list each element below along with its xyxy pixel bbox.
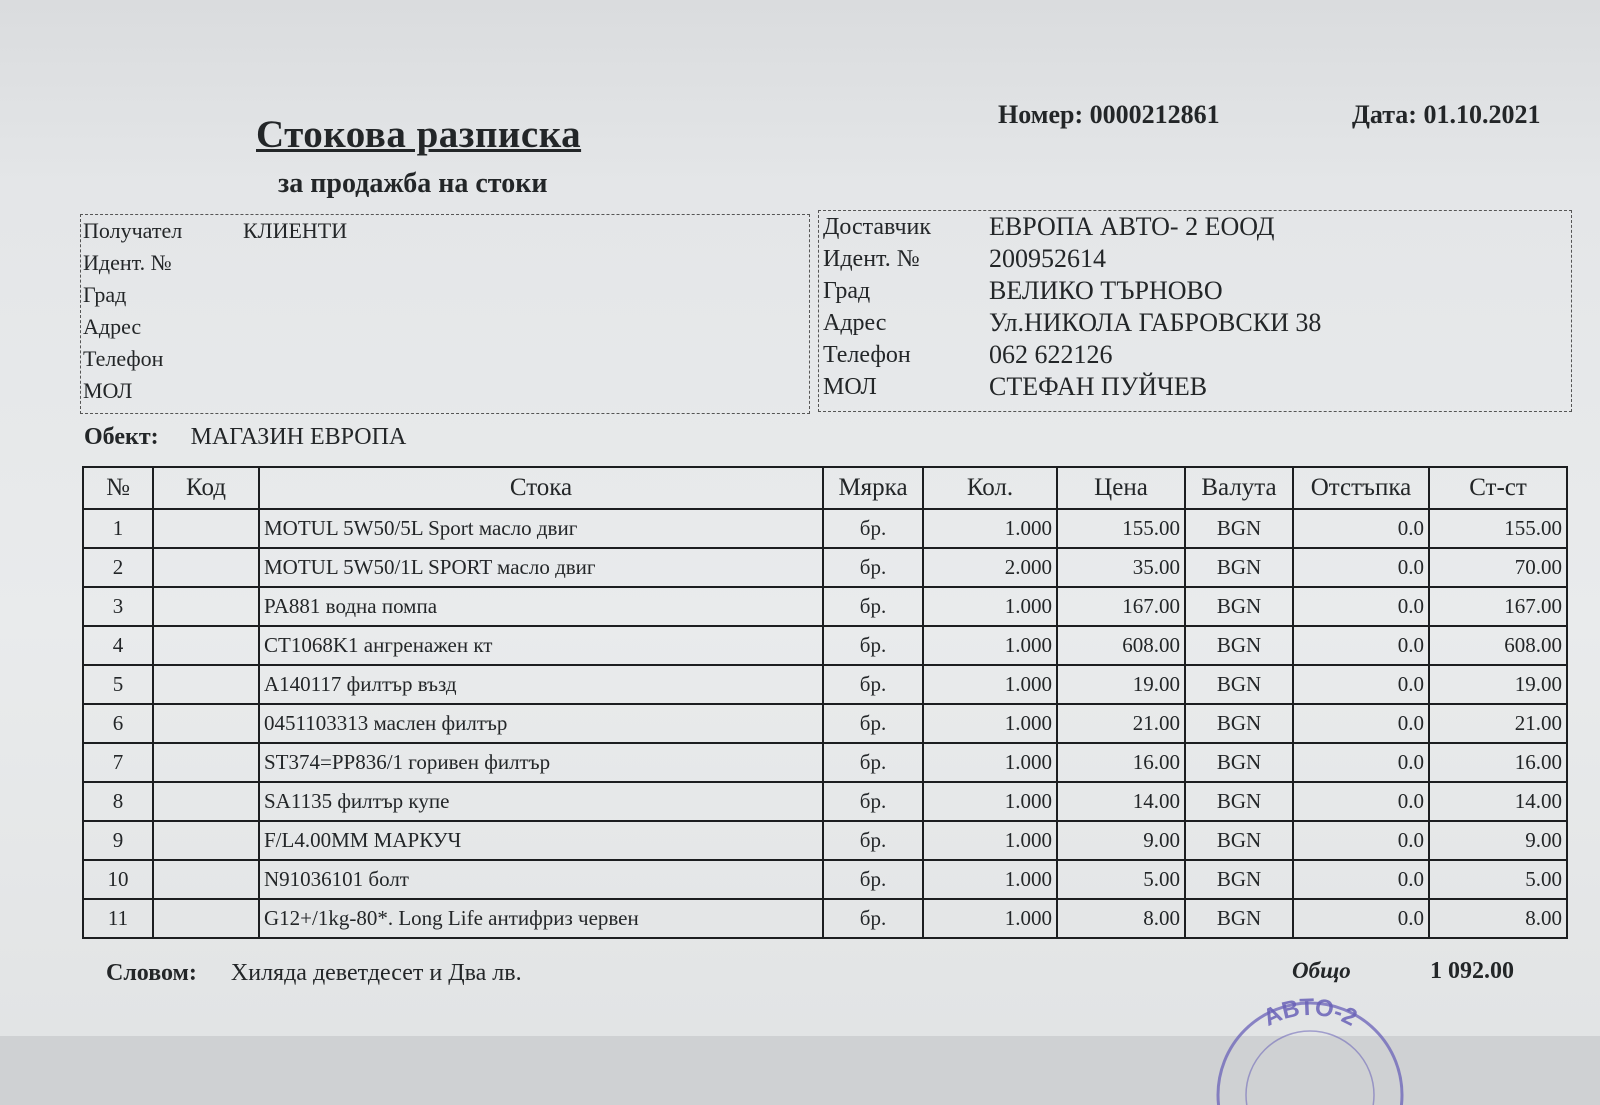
cell-unit: бр. bbox=[823, 704, 923, 743]
cell-amount: 5.00 bbox=[1429, 860, 1567, 899]
supplier-value: СТЕФАН ПУЙЧЕВ bbox=[989, 372, 1208, 401]
column-header: № bbox=[83, 467, 153, 509]
recipient-row bbox=[81, 279, 809, 311]
cell-unit: бр. bbox=[823, 665, 923, 704]
amount-in-words bbox=[106, 960, 522, 987]
cell-unit: бр. bbox=[823, 626, 923, 665]
cell-quantity: 1.000 bbox=[923, 743, 1057, 782]
cell-amount: 19.00 bbox=[1429, 665, 1567, 704]
cell-currency: BGN bbox=[1185, 509, 1293, 548]
table-row bbox=[83, 899, 1567, 938]
recipient-label: Получател bbox=[83, 218, 183, 243]
cell-code bbox=[153, 782, 259, 821]
cell-unit: бр. bbox=[823, 743, 923, 782]
cell-currency: BGN bbox=[1185, 782, 1293, 821]
cell-item: MOTUL 5W50/5L Sport масло двиг bbox=[259, 509, 823, 548]
cell-unit: бр. bbox=[823, 860, 923, 899]
supplier-row bbox=[819, 243, 1571, 275]
object-value: МАГАЗИН ЕВРОПА bbox=[190, 424, 407, 450]
cell-number: 7 bbox=[83, 743, 153, 782]
document-subtitle: за продажба на стоки bbox=[278, 168, 548, 199]
table-row bbox=[83, 548, 1567, 587]
cell-quantity: 1.000 bbox=[923, 509, 1057, 548]
cell-discount: 0.0 bbox=[1293, 704, 1429, 743]
cell-quantity: 1.000 bbox=[923, 782, 1057, 821]
supplier-value: Ул.НИКОЛА ГАБРОВСКИ 38 bbox=[989, 308, 1322, 337]
cell-price: 14.00 bbox=[1057, 782, 1185, 821]
supplier-value: 062 622126 bbox=[989, 340, 1113, 369]
supplier-label: Идент. № bbox=[823, 245, 920, 272]
cell-unit: бр. bbox=[823, 587, 923, 626]
cell-discount: 0.0 bbox=[1293, 782, 1429, 821]
document-date-value: 01.10.2021 bbox=[1423, 100, 1541, 129]
cell-currency: BGN bbox=[1185, 704, 1293, 743]
cell-price: 16.00 bbox=[1057, 743, 1185, 782]
cell-item: F/L4.00MM МАРКУЧ bbox=[259, 821, 823, 860]
cell-quantity: 1.000 bbox=[923, 704, 1057, 743]
cell-code bbox=[153, 899, 259, 938]
cell-number: 1 bbox=[83, 509, 153, 548]
cell-discount: 0.0 bbox=[1293, 821, 1429, 860]
cell-code bbox=[153, 860, 259, 899]
cell-currency: BGN bbox=[1185, 899, 1293, 938]
cell-item: CT1068K1 ангренажен кт bbox=[259, 626, 823, 665]
cell-number: 5 bbox=[83, 665, 153, 704]
document-number-value: 0000212861 bbox=[1089, 100, 1220, 129]
cell-currency: BGN bbox=[1185, 587, 1293, 626]
object-line bbox=[84, 424, 406, 451]
cell-unit: бр. bbox=[823, 899, 923, 938]
cell-code bbox=[153, 743, 259, 782]
cell-number: 10 bbox=[83, 860, 153, 899]
cell-amount: 608.00 bbox=[1429, 626, 1567, 665]
table-row bbox=[83, 860, 1567, 899]
cell-number: 8 bbox=[83, 782, 153, 821]
table-row bbox=[83, 587, 1567, 626]
recipient-label: Идент. № bbox=[83, 250, 172, 275]
recipient-row bbox=[81, 343, 809, 375]
cell-quantity: 1.000 bbox=[923, 821, 1057, 860]
cell-item: ST374=PP836/1 горивен филтър bbox=[259, 743, 823, 782]
cell-quantity: 1.000 bbox=[923, 587, 1057, 626]
cell-amount: 14.00 bbox=[1429, 782, 1567, 821]
recipient-label: Телефон bbox=[83, 346, 164, 371]
cell-number: 11 bbox=[83, 899, 153, 938]
cell-amount: 9.00 bbox=[1429, 821, 1567, 860]
cell-discount: 0.0 bbox=[1293, 509, 1429, 548]
cell-price: 9.00 bbox=[1057, 821, 1185, 860]
document-number bbox=[998, 100, 1220, 130]
cell-currency: BGN bbox=[1185, 860, 1293, 899]
supplier-box bbox=[818, 210, 1572, 412]
cell-price: 21.00 bbox=[1057, 704, 1185, 743]
cell-quantity: 2.000 bbox=[923, 548, 1057, 587]
amount-in-words-value: Хиляда деветдесет и Два лв. bbox=[230, 960, 522, 986]
supplier-label: Адрес bbox=[823, 309, 887, 336]
recipient-value: КЛИЕНТИ bbox=[243, 218, 348, 243]
cell-quantity: 1.000 bbox=[923, 860, 1057, 899]
object-label: Обект: bbox=[84, 424, 159, 450]
table-row bbox=[83, 743, 1567, 782]
cell-unit: бр. bbox=[823, 509, 923, 548]
recipient-label: Адрес bbox=[83, 314, 142, 339]
cell-currency: BGN bbox=[1185, 548, 1293, 587]
supplier-row bbox=[819, 275, 1571, 307]
cell-number: 3 bbox=[83, 587, 153, 626]
cell-amount: 155.00 bbox=[1429, 509, 1567, 548]
table-row bbox=[83, 665, 1567, 704]
table-row bbox=[83, 821, 1567, 860]
cell-amount: 167.00 bbox=[1429, 587, 1567, 626]
column-header: Стока bbox=[259, 467, 823, 509]
cell-number: 9 bbox=[83, 821, 153, 860]
company-stamp bbox=[1210, 985, 1410, 1105]
column-header: Кол. bbox=[923, 467, 1057, 509]
column-header: Отстъпка bbox=[1293, 467, 1429, 509]
recipient-box bbox=[80, 214, 810, 414]
cell-unit: бр. bbox=[823, 821, 923, 860]
cell-discount: 0.0 bbox=[1293, 587, 1429, 626]
table-row bbox=[83, 704, 1567, 743]
document-number-label: Номер: bbox=[998, 100, 1084, 129]
cell-discount: 0.0 bbox=[1293, 548, 1429, 587]
supplier-value: 200952614 bbox=[989, 244, 1106, 273]
cell-currency: BGN bbox=[1185, 665, 1293, 704]
cell-code bbox=[153, 665, 259, 704]
column-header: Код bbox=[153, 467, 259, 509]
cell-discount: 0.0 bbox=[1293, 626, 1429, 665]
column-header: Валута bbox=[1185, 467, 1293, 509]
cell-price: 155.00 bbox=[1057, 509, 1185, 548]
cell-code bbox=[153, 626, 259, 665]
cell-amount: 8.00 bbox=[1429, 899, 1567, 938]
cell-price: 608.00 bbox=[1057, 626, 1185, 665]
recipient-row bbox=[81, 215, 809, 247]
cell-number: 6 bbox=[83, 704, 153, 743]
cell-code bbox=[153, 821, 259, 860]
table-row bbox=[83, 626, 1567, 665]
cell-price: 167.00 bbox=[1057, 587, 1185, 626]
stamp-text: АВТО-2 bbox=[1259, 993, 1362, 1032]
document-date-label: Дата: bbox=[1352, 100, 1417, 129]
supplier-row bbox=[819, 307, 1571, 339]
recipient-row bbox=[81, 375, 809, 407]
total-value: 1 092.00 bbox=[1430, 958, 1514, 984]
table-row bbox=[83, 509, 1567, 548]
cell-item: PA881 водна помпа bbox=[259, 587, 823, 626]
cell-number: 2 bbox=[83, 548, 153, 587]
cell-price: 19.00 bbox=[1057, 665, 1185, 704]
supplier-label: Доставчик bbox=[823, 213, 932, 240]
cell-discount: 0.0 bbox=[1293, 665, 1429, 704]
document-date bbox=[1352, 100, 1540, 130]
cell-discount: 0.0 bbox=[1293, 899, 1429, 938]
cell-discount: 0.0 bbox=[1293, 743, 1429, 782]
svg-text:АВТО-2 bbox=[1259, 994, 1361, 1032]
cell-amount: 21.00 bbox=[1429, 704, 1567, 743]
cell-quantity: 1.000 bbox=[923, 665, 1057, 704]
supplier-value: ВЕЛИКО ТЪРНОВО bbox=[989, 276, 1223, 305]
amount-in-words-label: Словом: bbox=[106, 960, 197, 986]
cell-item: 0451103313 маслен филтър bbox=[259, 704, 823, 743]
supplier-label: Град bbox=[823, 277, 871, 304]
total-label: Общо bbox=[1292, 958, 1351, 983]
cell-price: 5.00 bbox=[1057, 860, 1185, 899]
recipient-label: МОЛ bbox=[83, 378, 133, 403]
cell-quantity: 1.000 bbox=[923, 899, 1057, 938]
cell-unit: бр. bbox=[823, 782, 923, 821]
table-header-row bbox=[83, 467, 1567, 509]
table-row bbox=[83, 782, 1567, 821]
column-header: Ст-ст bbox=[1429, 467, 1567, 509]
cell-amount: 16.00 bbox=[1429, 743, 1567, 782]
cell-currency: BGN bbox=[1185, 626, 1293, 665]
cell-code bbox=[153, 704, 259, 743]
cell-item: N91036101 болт bbox=[259, 860, 823, 899]
cell-currency: BGN bbox=[1185, 821, 1293, 860]
cell-item: G12+/1kg-80*. Long Life антифриз червен bbox=[259, 899, 823, 938]
cell-code bbox=[153, 587, 259, 626]
column-header: Мярка bbox=[823, 467, 923, 509]
cell-amount: 70.00 bbox=[1429, 548, 1567, 587]
supplier-row bbox=[819, 371, 1571, 403]
cell-code bbox=[153, 548, 259, 587]
column-header: Цена bbox=[1057, 467, 1185, 509]
recipient-row bbox=[81, 247, 809, 279]
cell-unit: бр. bbox=[823, 548, 923, 587]
cell-price: 35.00 bbox=[1057, 548, 1185, 587]
cell-price: 8.00 bbox=[1057, 899, 1185, 938]
supplier-row bbox=[819, 339, 1571, 371]
supplier-label: Телефон bbox=[823, 341, 911, 368]
supplier-value: ЕВРОПА АВТО- 2 ЕООД bbox=[989, 212, 1275, 241]
recipient-row bbox=[81, 311, 809, 343]
cell-number: 4 bbox=[83, 626, 153, 665]
cell-discount: 0.0 bbox=[1293, 860, 1429, 899]
supplier-label: МОЛ bbox=[823, 373, 877, 400]
recipient-label: Град bbox=[83, 282, 127, 307]
cell-currency: BGN bbox=[1185, 743, 1293, 782]
document-title: Стокова разписка bbox=[256, 113, 582, 156]
cell-code bbox=[153, 509, 259, 548]
items-table bbox=[82, 466, 1568, 939]
cell-item: MOTUL 5W50/1L SPORT масло двиг bbox=[259, 548, 823, 587]
cell-quantity: 1.000 bbox=[923, 626, 1057, 665]
supplier-row bbox=[819, 211, 1571, 243]
cell-item: A140117 филтър възд bbox=[259, 665, 823, 704]
cell-item: SA1135 филтър купе bbox=[259, 782, 823, 821]
